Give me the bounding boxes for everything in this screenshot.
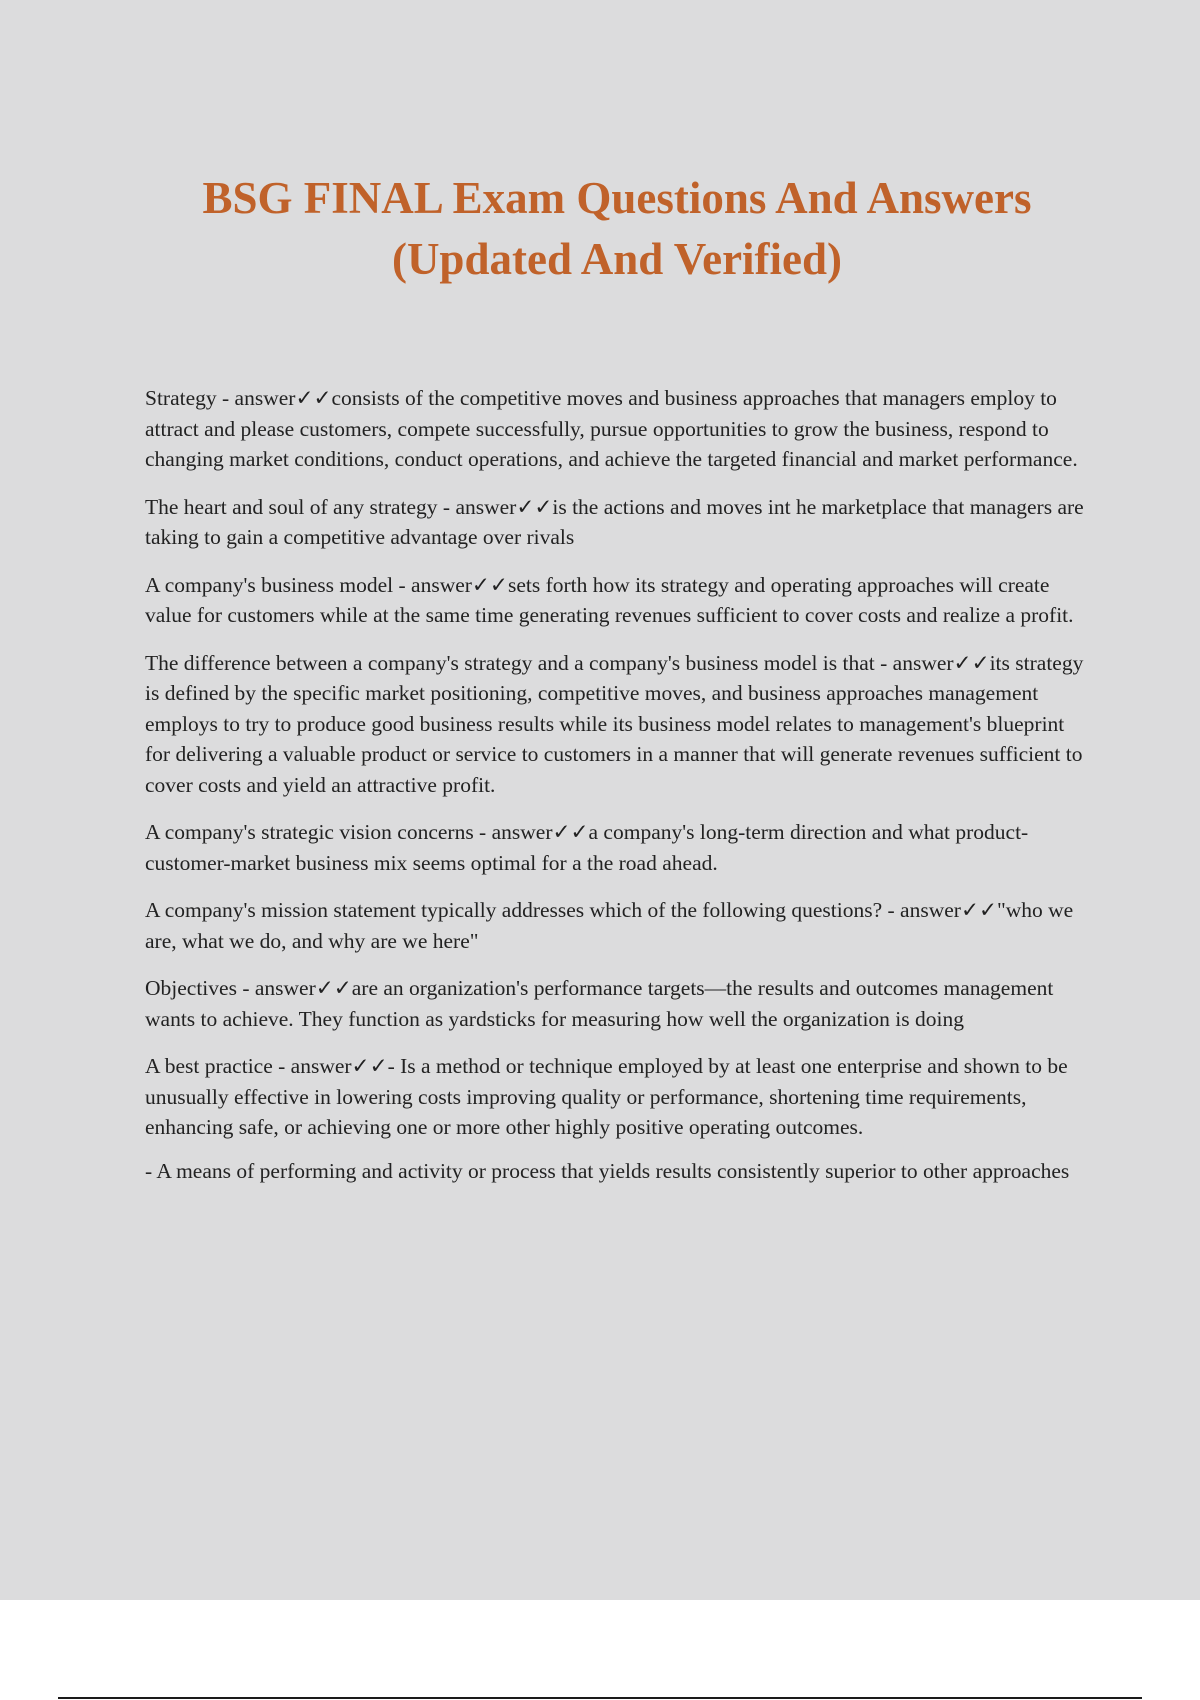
qa-entry-business-model: A company's business model - answer✓✓sets forth how its strategy and operating approaches will create value for customers while at the same time generating revenues sufficient to cover costs and realize a profit. <box>145 572 1074 627</box>
qa-entry-strategy: Strategy - answer✓✓consists of the competitive moves and business approaches that managers employ to attract and please customers, compete successfully, pursue opportunities to grow the business, respond to changing market conditions, conduct operations, and achieve the targeted financial and market performance. <box>145 386 1078 471</box>
qa-entry-mission-statement: A company's mission statement typically addresses which of the following questions? - answer✓✓"who we are, what we do, and why are we here" <box>145 898 1074 953</box>
qa-entry-heart-and-soul: The heart and soul of any strategy - answer✓✓is the actions and moves int he marketplace that managers are taking to gain a competitive advantage over rivals <box>145 494 1084 549</box>
qa-entry-objectives: Objectives - answer✓✓are an organization's performance targets—the results and outcomes management wants to achieve. They function as yardsticks for measuring how well the organization is doing <box>145 976 1054 1031</box>
qa-entry-strategy-vs-model: The difference between a company's strategy and a company's business model is that - answer✓✓its strategy is defined by the specific market positioning, competitive moves, and business approaches management employs to try to produce good business results while its business model relates to management's blueprint for delivering a valuable product or service to customers in a manner that will generate revenues sufficient to cover costs and yield an attractive profit. <box>145 650 1084 797</box>
footer-divider <box>58 1697 1142 1699</box>
qa-entry-best-practice-continued: - A means of performing and activity or process that yields results consistently superior to other approaches <box>145 1158 1070 1183</box>
qa-entry-best-practice: A best practice - answer✓✓- Is a method or technique employed by at least one enterprise and shown to be unusually effective in lowering costs improving quality or performance, shortening time requirements, enhancing safe, or achieving one or more other highly positive operating outcomes. <box>145 1054 1068 1139</box>
page-title-line-1: BSG FINAL Exam Questions And Answers <box>202 173 1032 223</box>
qa-list <box>145 383 1090 1203</box>
qa-entry-strategic-vision: A company's strategic vision concerns - answer✓✓a company's long-term direction and what product-customer-market business mix seems optimal for a the road ahead. <box>145 820 1029 875</box>
page-title <box>0 168 1200 290</box>
page-title-line-2: (Updated And Verified) <box>391 234 843 284</box>
